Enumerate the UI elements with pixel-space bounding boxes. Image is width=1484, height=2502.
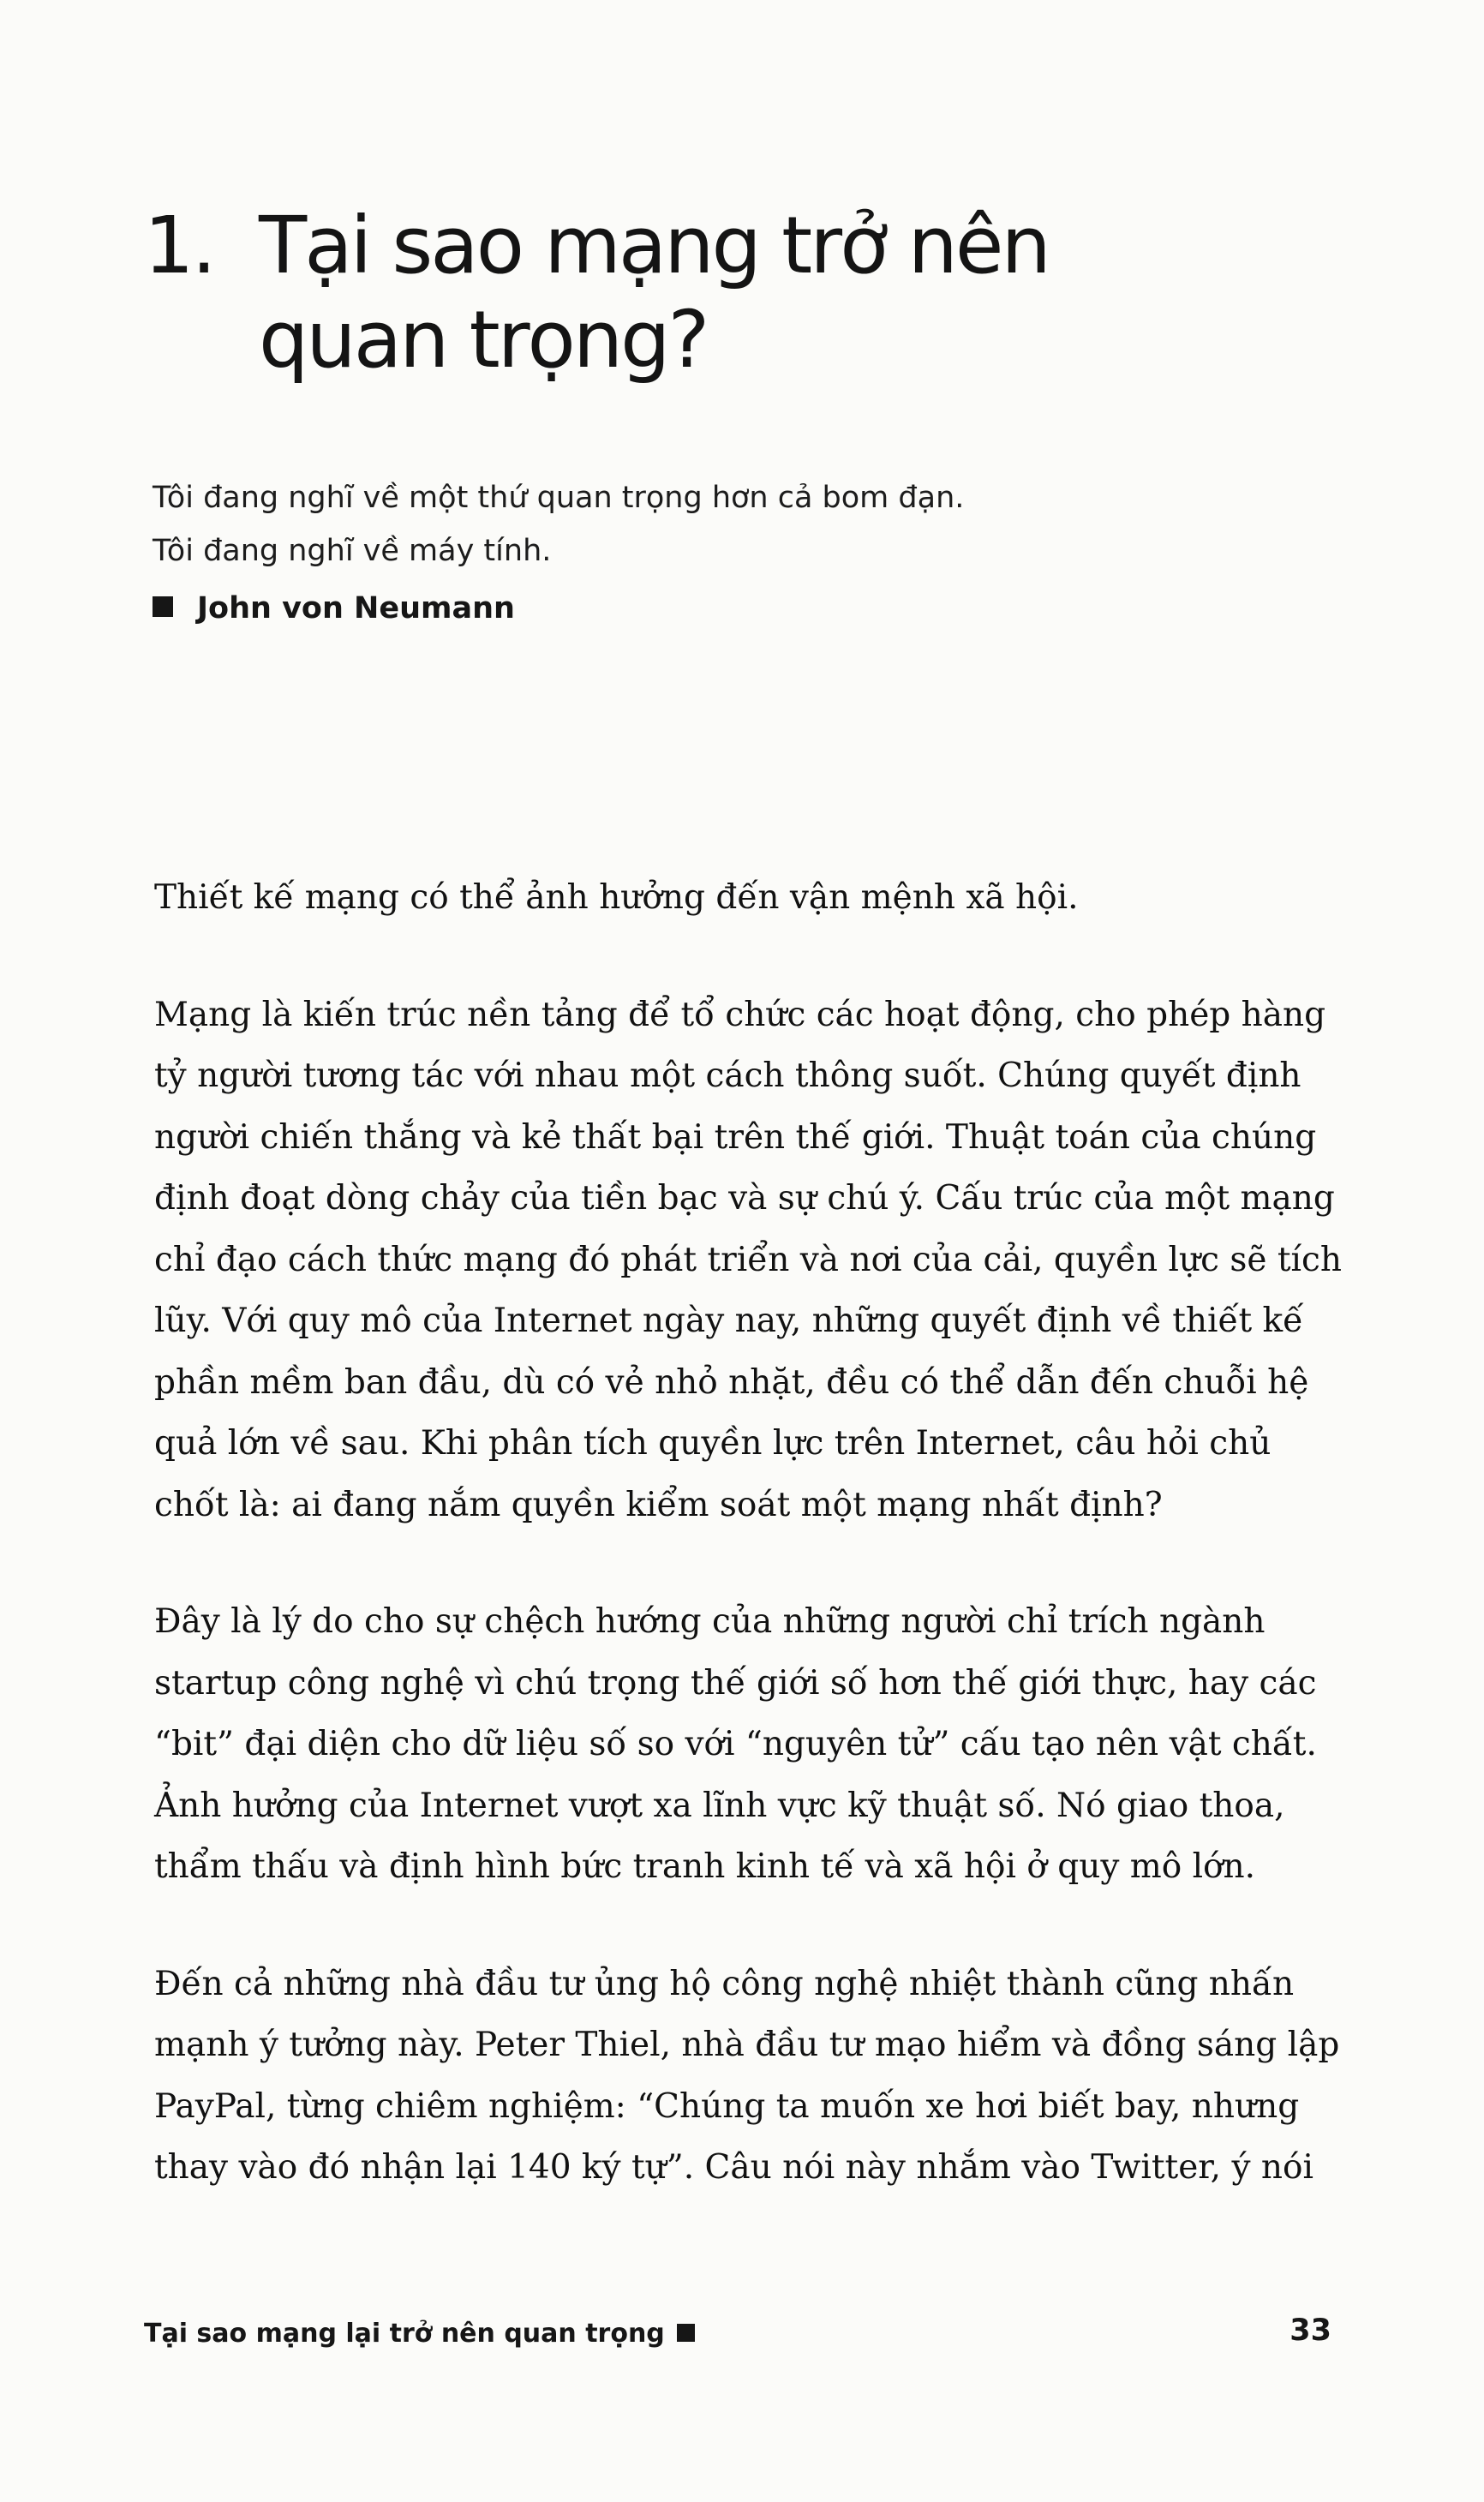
paragraph-line: thay vào đó nhận lại 140 ký tự”. Câu nói này nhắm vào Twitter, ý nói [154,2148,1313,2187]
epigraph-line: Tôi đang nghĩ về một thứ quan trọng hơn cả bom đạn. [153,481,965,515]
paragraph-line: mạnh ý tưởng này. Peter Thiel, nhà đầu tư mạo hiểm và đồng sáng lập [154,2026,1340,2064]
epigraph-attribution [153,591,515,626]
paragraph-line: quả lớn về sau. Khi phân tích quyền lực trên Internet, câu hỏi chủ [154,1424,1272,1463]
chapter-title [259,199,1287,388]
paragraph-2 [154,985,1342,1536]
epigraph-line: Tôi đang nghĩ về máy tính. [153,534,552,568]
paragraph-line: lũy. Với quy mô của Internet ngày nay, những quyết định về thiết kế [154,1302,1304,1340]
paragraph-line: Mạng là kiến trúc nền tảng để tổ chức các hoạt động, cho phép hàng [154,995,1326,1034]
running-footer [144,2319,695,2349]
paragraph-line: tỷ người tương tác với nhau một cách thông suốt. Chúng quyết định [154,1056,1301,1095]
paragraph-line: thẩm thấu và định hình bức tranh kinh tế và xã hội ở quy mô lớn. [154,1847,1256,1886]
paragraph-line: Đây là lý do cho sự chệch hướng của những người chỉ trích ngành [154,1602,1266,1641]
paragraph-line: Đến cả những nhà đầu tư ủng hộ công nghệ nhiệt thành cũng nhấn [154,1964,1295,2003]
paragraph-line: Ảnh hưởng của Internet vượt xa lĩnh vực kỹ thuật số. Nó giao thoa, [154,1786,1285,1825]
paragraph-4 [154,1954,1340,2199]
paragraph-1 [154,867,1328,929]
chapter-title-line: quan trọng? [259,294,708,386]
paragraph-line: người chiến thắng và kẻ thất bại trên thế giới. Thuật toán của chúng [154,1117,1317,1157]
epigraph-quote [153,471,1266,578]
paragraph-line: Thiết kế mạng có thể ảnh hưởng đến vận mệnh xã hội. [154,878,1079,917]
paragraph-line: PayPal, từng chiêm nghiệm: “Chúng ta muốn xe hơi biết bay, nhưng [154,2086,1300,2126]
paragraph-line: phần mềm ban đầu, dù có vẻ nhỏ nhặt, đều có thể dẫn đến chuỗi hệ [154,1362,1309,1402]
paragraph-line: định đoạt dòng chảy của tiền bạc và sự chú ý. Cấu trúc của một mạng [154,1179,1335,1218]
paragraph-line: chốt là: ai đang nắm quyền kiểm soát một mạng nhất định? [154,1485,1163,1524]
paragraph-line: chỉ đạo cách thức mạng đó phát triển và nơi của cải, quyền lực sẽ tích [154,1240,1342,1279]
chapter-number: 1. [144,200,214,291]
chapter-title-line: Tại sao mạng trở nên [259,200,1049,291]
body-text [154,867,1342,2254]
running-title: Tại sao mạng lại trở nên quan trọng [144,2319,665,2349]
square-bullet-icon [153,596,173,617]
paragraph-3 [154,1591,1328,1898]
paragraph-line: startup công nghệ vì chú trọng thế giới số hơn thế giới thực, hay các [154,1663,1317,1703]
paragraph-line: “bit” đại diện cho dữ liệu số so với “nguyên tử” cấu tạo nên vật chất. [154,1725,1317,1763]
page-number: 33 [1290,2313,1331,2348]
square-bullet-icon [677,2324,695,2342]
epigraph-author: John von Neumann [197,591,515,626]
